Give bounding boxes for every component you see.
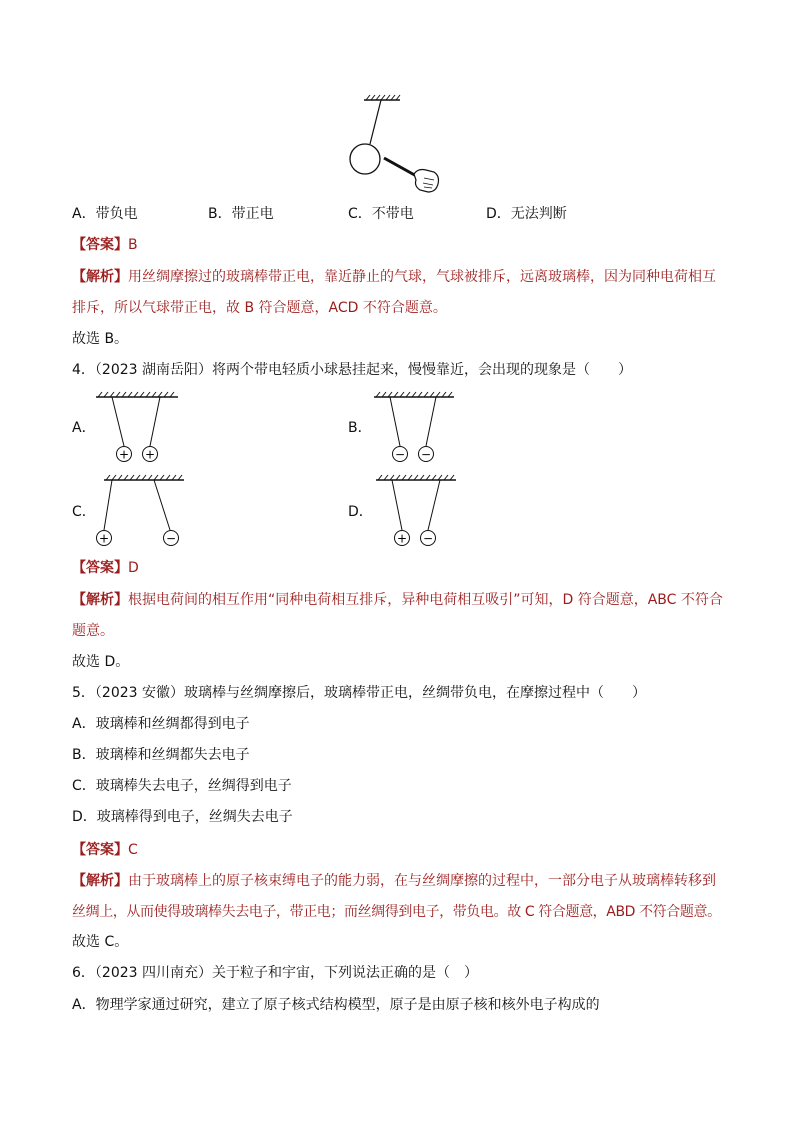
analysis-text: 用丝绸摩擦过的玻璃棒带正电，靠近静止的气球，气球被排斥，远离玻璃棒，因为同种电荷相互 — [128, 269, 716, 285]
charge-label: + — [98, 531, 110, 546]
diagram-d — [374, 472, 460, 550]
answer-value: B — [128, 237, 138, 253]
charge-label: + — [144, 447, 156, 462]
option-d: D．无法判断 — [486, 206, 567, 222]
conclusion: 故选 C。 — [72, 934, 129, 950]
diagram-a — [94, 389, 184, 465]
answer-value: D — [128, 560, 139, 576]
conclusion: 故选 D。 — [72, 654, 130, 670]
option-b: B．带正电 — [208, 206, 274, 222]
answer-line — [72, 235, 138, 255]
option-c: C．不带电 — [348, 206, 414, 222]
answer-tag: 【答案】 — [72, 842, 128, 858]
balloon — [350, 144, 380, 174]
analysis-tag: 【解析】 — [72, 873, 128, 889]
analysis-line — [72, 590, 723, 610]
analysis-tag: 【解析】 — [72, 269, 128, 285]
option-c: C．玻璃棒失去电子，丝绸得到电子 — [72, 778, 292, 794]
option-a: A．带负电 — [72, 206, 138, 222]
conclusion: 故选 B。 — [72, 331, 129, 347]
analysis-text: 根据电荷间的相互作用“同种电荷相互排斥，异种电荷相互吸引”可知，D 符合题意，ABC 不符合 — [128, 592, 723, 608]
diagram-b — [370, 389, 460, 465]
analysis-line: 题意。 — [72, 623, 114, 639]
option-a: A．物理学家通过研究，建立了原子核式结构模型，原子是由原子核和核外电子构成的 — [72, 997, 600, 1013]
answer-line — [72, 558, 139, 578]
answer-tag: 【答案】 — [72, 237, 128, 253]
analysis-tag: 【解析】 — [72, 592, 128, 608]
question-stem: 5．（2023 安徽）玻璃棒与丝绸摩擦后，玻璃棒带正电，丝绸带负电，在摩擦过程中（ ） — [72, 685, 646, 701]
charge-label: − — [165, 531, 177, 546]
charge-label: + — [118, 447, 130, 462]
answer-value: C — [128, 842, 138, 858]
diagram-c — [94, 472, 190, 550]
option-b-label: B． — [348, 420, 372, 436]
hand-icon — [414, 170, 439, 193]
charge-label: + — [396, 531, 408, 546]
analysis-text: 由于玻璃棒上的原子核束缚电子的能力弱，在与丝绸摩擦的过程中，一部分电子从玻璃棒转移到 — [128, 873, 716, 889]
answer-tag: 【答案】 — [72, 560, 128, 576]
option-d-label: D． — [348, 504, 373, 520]
balloon-rod-figure — [340, 92, 450, 198]
analysis-line: 排斥，所以气球带正电，故 B 符合题意，ACD 不符合题意。 — [72, 300, 447, 316]
option-c-label: C． — [72, 504, 96, 520]
answer-line — [72, 840, 138, 860]
option-b: B．玻璃棒和丝绸都失去电子 — [72, 747, 250, 763]
question-stem: 6．（2023 四川南充）关于粒子和宇宙，下列说法正确的是（ ） — [72, 965, 478, 981]
charge-label: − — [420, 447, 432, 462]
option-a-label: A． — [72, 420, 96, 436]
charge-label: − — [422, 531, 434, 546]
option-d: D．玻璃棒得到电子，丝绸失去电子 — [72, 809, 293, 825]
option-a: A．玻璃棒和丝绸都得到电子 — [72, 716, 250, 732]
charge-label: − — [394, 447, 406, 462]
analysis-line: 丝绸上，从而使得玻璃棒失去电子，带正电；而丝绸得到电子，带负电。故 C 符合题意，ABD 不符合题意。 — [72, 904, 721, 920]
question-stem: 4．（2023 湖南岳阳）将两个带电轻质小球悬挂起来，慢慢靠近，会出现的现象是（ ） — [72, 362, 632, 378]
analysis-line — [72, 267, 716, 287]
analysis-line — [72, 871, 716, 891]
